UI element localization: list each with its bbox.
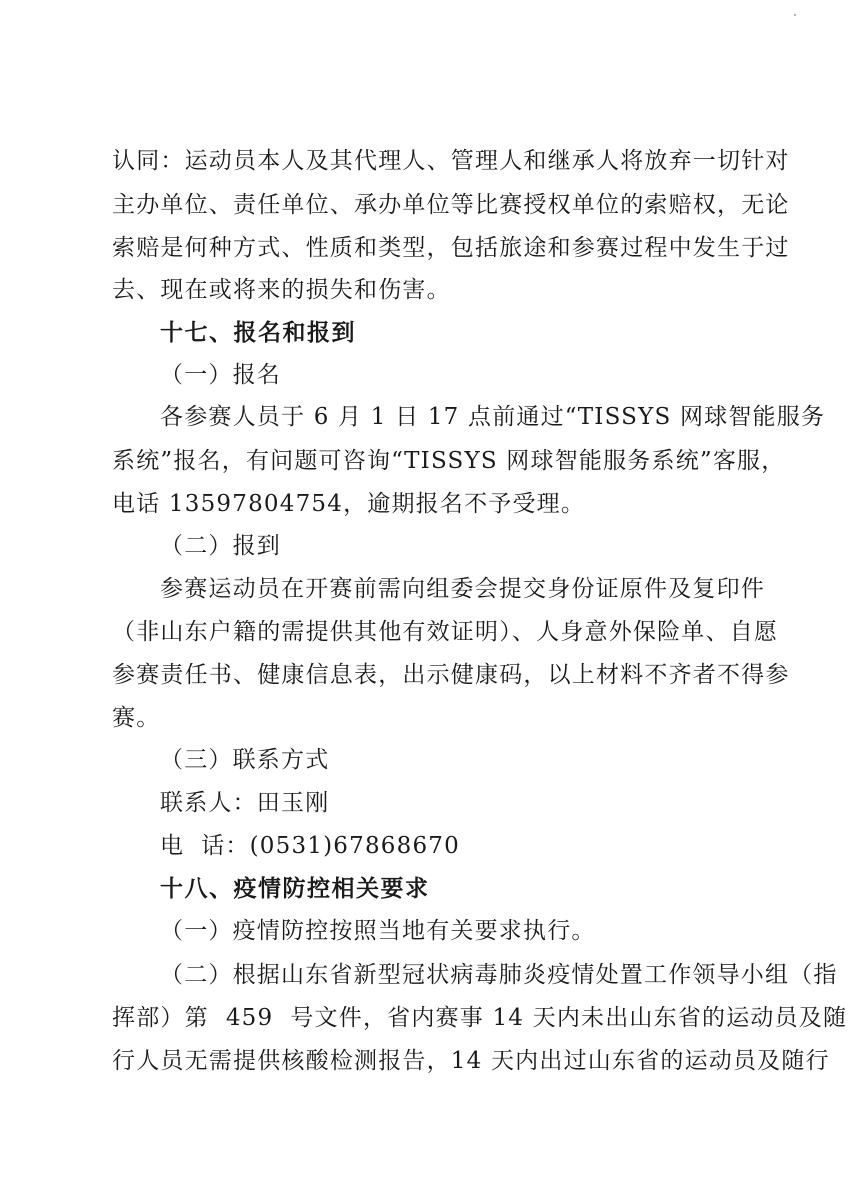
paragraph-line: 参赛运动员在开赛前需向组委会提交身份证原件及复印件	[160, 576, 765, 602]
contact-person: 联系人：田玉刚	[160, 790, 330, 816]
subsection-heading-registration: （一）报名	[160, 362, 281, 388]
paragraph-line: （非山东户籍的需提供其他有效证明）、人身意外保险单、自愿	[112, 619, 779, 645]
paragraph-line: 索赔是何种方式、性质和类型，包括旅途和参赛过程中发生于过	[112, 235, 790, 261]
subsection-heading-contact: （三）联系方式	[160, 747, 330, 773]
paragraph-line: 主办单位、责任单位、承办单位等比赛授权单位的索赔权，无论	[112, 192, 790, 218]
paragraph-line: 各参赛人员于 6 月 1 日 17 点前通过“TISSYS 网球智能服务	[160, 404, 826, 430]
paragraph-line: 参赛责任书、健康信息表，出示健康码，以上材料不齐者不得参	[112, 662, 790, 688]
paragraph-line: 去、现在或将来的损失和伤害。	[112, 277, 451, 303]
subsection-heading-checkin: （二）报到	[160, 533, 281, 559]
paragraph-line: （一）疫情防控按照当地有关要求执行。	[160, 918, 596, 944]
paragraph-line: 电话 13597804754，逾期报名不予受理。	[112, 491, 586, 517]
paragraph-line: （二）根据山东省新型冠状病毒肺炎疫情处置工作领导小组（指	[160, 962, 838, 988]
scan-speck	[794, 14, 796, 16]
paragraph-line: 行人员无需提供核酸检测报告，14 天内出过山东省的运动员及随行	[112, 1048, 830, 1074]
section-heading-17: 十七、报名和报到	[160, 320, 356, 346]
contact-phone: 电 话：(0531)67868670	[160, 833, 460, 859]
paragraph-line: 认同：运动员本人及其代理人、管理人和继承人将放弃一切针对	[112, 148, 790, 174]
section-heading-18: 十八、疫情防控相关要求	[160, 876, 430, 902]
paragraph-line: 系统”报名，有问题可咨询“TISSYS 网球智能服务系统”客服，	[112, 448, 786, 474]
paragraph-line: 挥部）第 459 号文件，省内赛事 14 天内未出山东省的运动员及随	[112, 1005, 848, 1031]
paragraph-line: 赛。	[112, 705, 161, 731]
